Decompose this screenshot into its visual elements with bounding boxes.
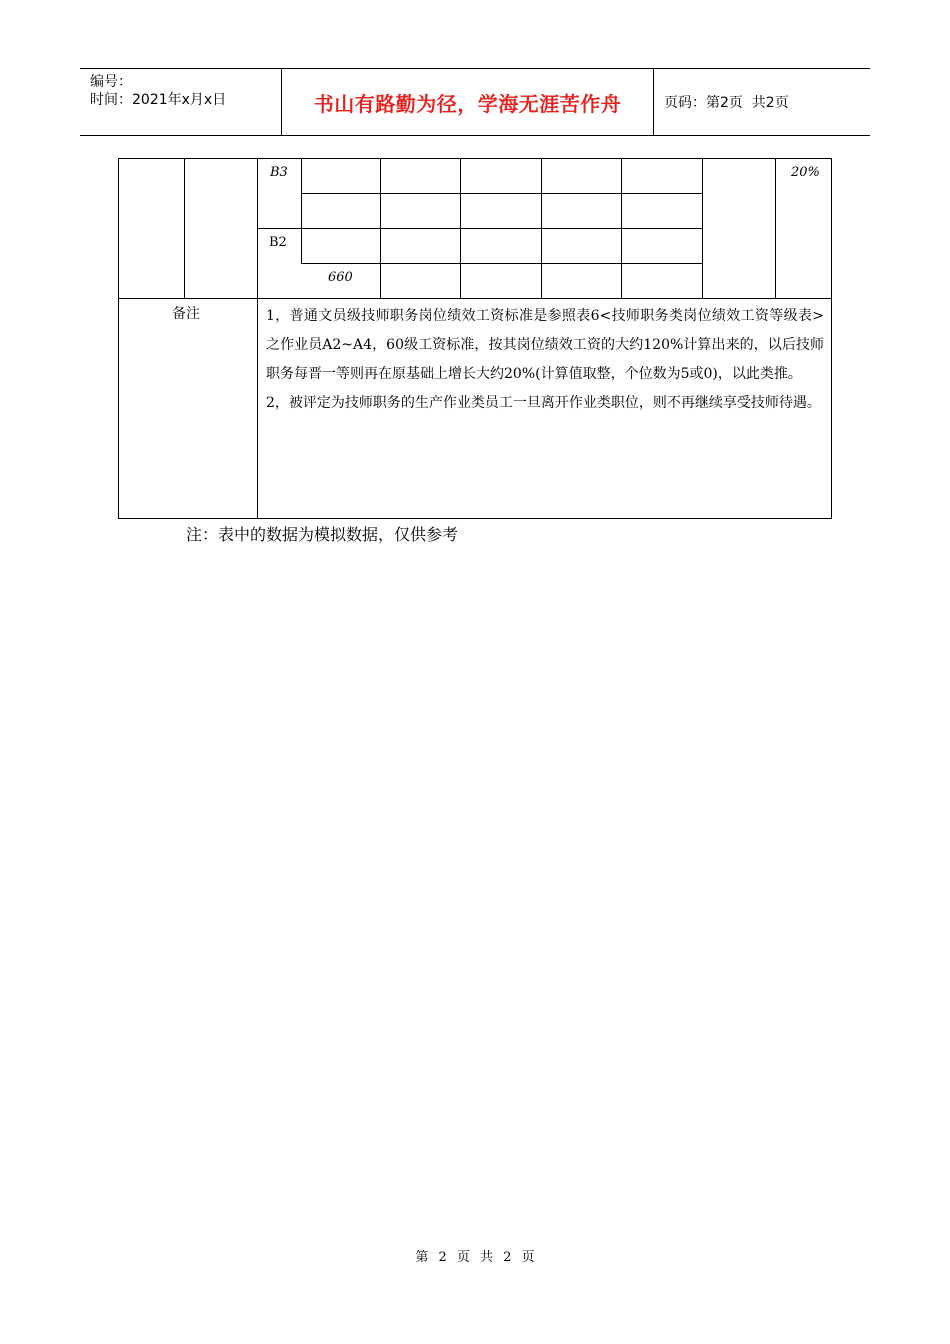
table-col-line xyxy=(380,158,381,298)
page-footer: 第 2 页 共 2 页 xyxy=(415,1250,535,1265)
table-col-line xyxy=(184,158,185,298)
date-label: 时间：2021年x月x日 xyxy=(90,92,227,108)
grade-b3-label: B3 xyxy=(270,165,288,180)
remark-item-2: 2，被评定为技师职务的生产作业类员工一旦离开作业类职位，则不再继续享受技师待遇。 xyxy=(266,395,821,411)
remarks-row-top xyxy=(118,298,832,299)
table-col-line xyxy=(301,228,302,263)
header-motto: 书山有路勤为径，学海无涯苦作舟 xyxy=(282,69,654,135)
table-row-line xyxy=(257,228,702,229)
remarks-label: 备注 xyxy=(172,306,200,322)
table-row-line xyxy=(301,193,702,194)
table-col-line xyxy=(460,158,461,298)
table-col-line xyxy=(621,158,622,298)
salary-table xyxy=(0,0,950,600)
remarks-content xyxy=(266,302,824,418)
percent-20: 20% xyxy=(791,165,820,180)
table-col-line xyxy=(301,158,302,228)
table-col-line xyxy=(257,158,258,519)
table-row-line xyxy=(301,263,702,264)
grade-b2-label: B2 xyxy=(269,235,287,250)
table-border-left xyxy=(118,158,119,519)
remark-item-1: 1，普通文员级技师职务岗位绩效工资标准是参照表6<技师职务类岗位绩效工资等级表>之作业员A2~A4，60级工资标准，按其岗位绩效工资的大约120%计算出来的，以后技师职务每晋一等则再在原基础上增长大约20%(计算值取整，个位数为5或0)，以此类推。 xyxy=(266,308,824,382)
table-col-line xyxy=(541,158,542,298)
table-col-line xyxy=(702,158,703,298)
page-info-text: 页码：第2页 共2页 xyxy=(664,95,789,111)
table-col-line xyxy=(775,158,776,298)
table-border-top xyxy=(118,158,832,159)
table-border-right xyxy=(831,158,832,519)
value-660: 660 xyxy=(328,270,353,285)
table-footnote: 注：表中的数据为模拟数据，仅供参考 xyxy=(186,525,459,544)
number-label: 编号： xyxy=(90,74,132,90)
table-border-bottom xyxy=(118,518,832,519)
